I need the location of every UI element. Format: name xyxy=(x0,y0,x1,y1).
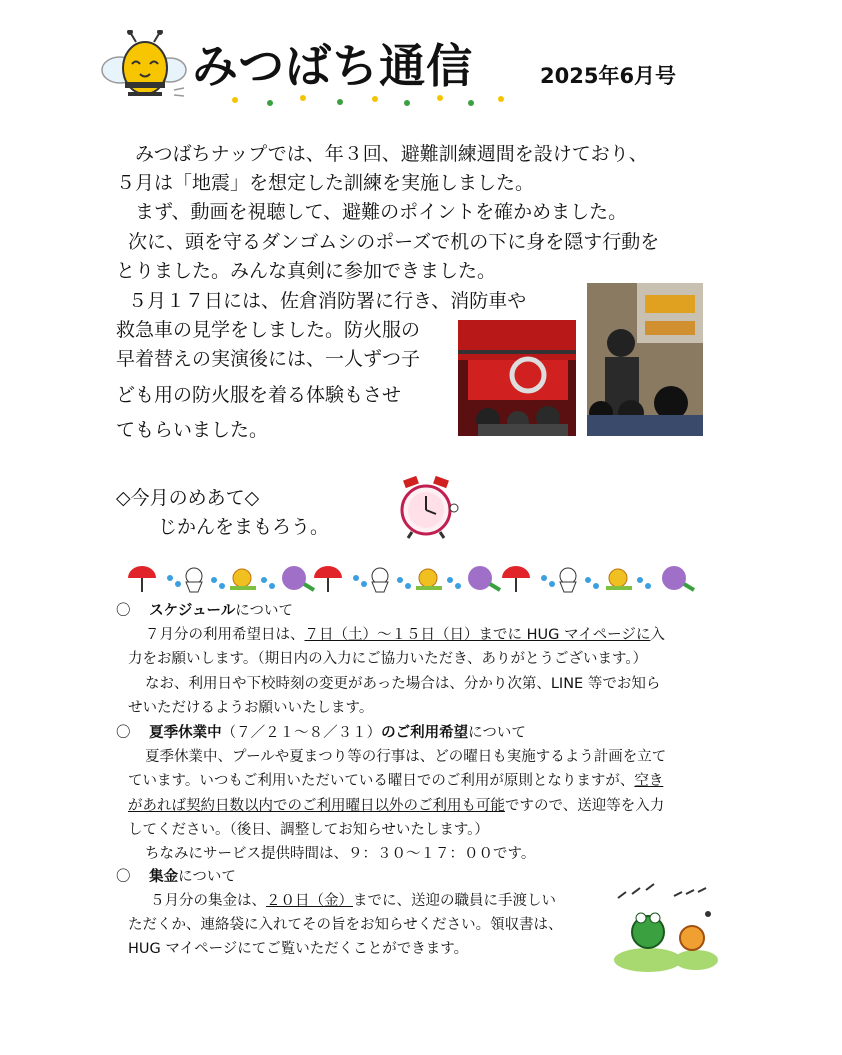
schedule-marker: 〇 xyxy=(116,603,131,619)
schedule-line-4: せいただけるようお願いいたします。 xyxy=(128,700,374,716)
teru-teru-bozu-icon xyxy=(560,568,576,592)
fee-line-1 xyxy=(150,890,556,913)
teru-teru-bozu-icon xyxy=(186,568,202,592)
summer-line-3-post: ですので、送迎等を入力 xyxy=(505,798,665,814)
schedule-line-1-pre: ７月分の利用希望日は、 xyxy=(145,627,305,643)
summer-line-2-pre: ています。いつもご利用いただいている曜日でのご利用が原則となりますが、 xyxy=(128,773,635,789)
snail-icon xyxy=(230,569,256,588)
fee-line-3: HUG マイページにてご覧いただくことができます。 xyxy=(128,941,469,957)
summer-marker: 〇 xyxy=(116,725,131,741)
rainy-season-border xyxy=(126,562,706,596)
schedule-heading xyxy=(116,600,293,623)
singing-frogs-icon xyxy=(608,882,718,974)
bee-mascot-icon xyxy=(100,30,190,108)
schedule-title: スケジュール xyxy=(149,603,236,619)
intro-line-6: ５月１７日には、佐倉消防署に行き、消防車や xyxy=(128,290,527,312)
summer-line-3 xyxy=(128,795,664,818)
intro-line-5: とりました。みんな真剣に参加できました。 xyxy=(116,260,497,282)
intro-line-4: 次に、頭を守るダンゴムシのポーズで机の下に身を隠す行動を xyxy=(128,231,660,253)
issue-date: 2025年6月号 xyxy=(540,64,677,88)
teru-teru-bozu-icon xyxy=(372,568,388,592)
schedule-line-3: なお、利用日や下校時刻の変更があった場合は、分かり次第、LINE 等でお知ら xyxy=(145,676,661,692)
hydrangea-icon xyxy=(282,566,314,590)
summer-line-3-underlined: があれば契約日数以内でのご利用曜日以外のご利用も可能 xyxy=(128,798,505,814)
summer-line-5: ちなみにサービス提供時間は、９：３０～１７：００です。 xyxy=(145,846,536,862)
intro-line-10: てもらいました。 xyxy=(116,419,269,441)
newsletter-title: みつばち通信 xyxy=(192,39,474,93)
goal-heading: ◇今月のめあて◇ xyxy=(116,487,260,509)
fee-line-1-post: までに、送迎の職員に手渡しい xyxy=(353,893,556,909)
fee-line-1-pre: ５月分の集金は、 xyxy=(150,893,266,909)
firefighter-photo xyxy=(587,283,703,436)
fire-truck-photo xyxy=(458,320,576,436)
intro-line-9: ども用の防火服を着る体験もさせ xyxy=(116,384,402,406)
fee-heading xyxy=(116,866,236,889)
summer-line-2 xyxy=(128,770,663,793)
intro-line-1: みつばちナップでは、年３回、避難訓練週間を設けており、 xyxy=(135,143,648,165)
umbrella-icon xyxy=(128,566,156,592)
schedule-line-2: 力をお願いします。（期日内の入力にご協力いただき、ありがとうございます。） xyxy=(128,651,648,667)
intro-line-3: まず、動画を視聴して、避難のポイントを確かめました。 xyxy=(135,201,628,223)
summer-title-2: のご利用希望 xyxy=(381,725,469,741)
schedule-line-1-post: 入 xyxy=(650,627,665,643)
hydrangea-icon xyxy=(468,566,500,590)
fee-deadline: ２０日（金） xyxy=(266,893,353,909)
summer-line-4: してください。（後日、調整してお知らせいたします。） xyxy=(128,822,489,838)
umbrella-icon xyxy=(314,566,342,592)
fee-line-2: ただくか、連絡袋に入れてその旨をお知らせください。領収書は、 xyxy=(128,917,563,933)
snail-icon xyxy=(606,569,632,588)
intro-line-8: 早着替えの実演後には、一人ずつ子 xyxy=(116,348,421,370)
hydrangea-icon xyxy=(662,566,694,590)
schedule-title-suffix: について xyxy=(235,603,293,619)
fee-title-suffix: について xyxy=(178,869,236,885)
summer-period: （７／２１～８／３１） xyxy=(221,725,382,741)
summer-line-2-underlined: 空き xyxy=(634,773,664,789)
summer-title-suffix: について xyxy=(468,725,526,741)
summer-heading xyxy=(116,722,526,745)
fee-title: 集金 xyxy=(149,869,179,885)
fee-marker: 〇 xyxy=(116,869,131,885)
umbrella-icon xyxy=(502,566,530,592)
alarm-clock-icon xyxy=(390,472,462,540)
schedule-deadline: ７日（土）～１５日（日）までに HUG マイページに xyxy=(304,627,651,643)
summer-title: 夏季休業中 xyxy=(149,725,222,741)
goal-text: じかんをまもろう。 xyxy=(158,516,330,538)
snail-icon xyxy=(416,569,442,588)
summer-line-1: 夏季休業中、プールや夏まつり等の行事は、どの曜日も実施するよう計画を立て xyxy=(145,749,667,765)
intro-line-2: ５月は「地震」を想定した訓練を実施しました。 xyxy=(116,172,535,194)
intro-line-7: 救急車の見学をしました。防火服の xyxy=(116,319,421,341)
schedule-line-1 xyxy=(145,624,665,647)
